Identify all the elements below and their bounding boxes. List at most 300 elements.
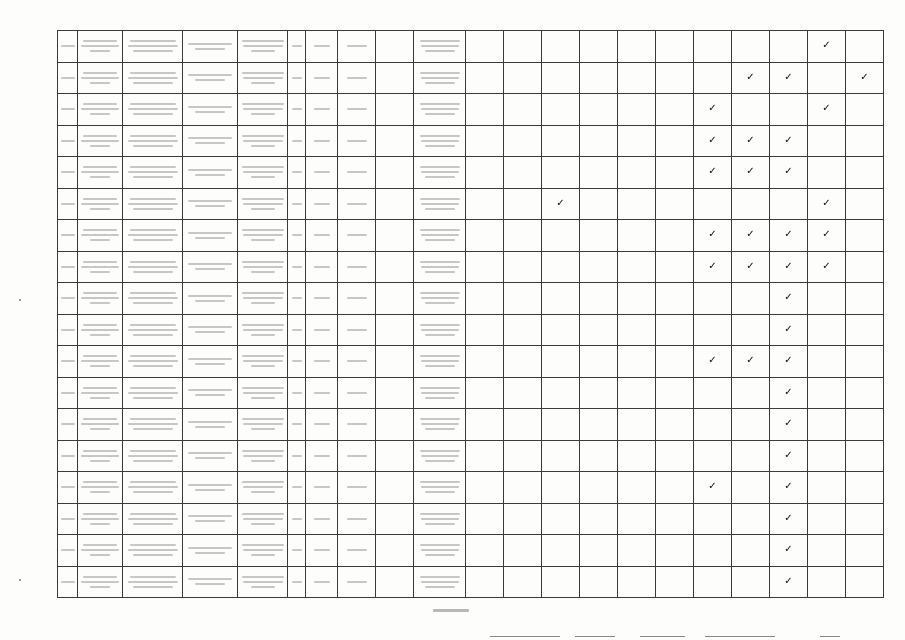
check-cell [618,377,656,409]
table-cell [183,566,238,598]
illegible-text [188,169,232,171]
check-cell [656,409,694,441]
check-cell [618,125,656,157]
table-cell [288,377,306,409]
check-cell [656,31,694,63]
illegible-text [188,358,232,360]
illegible-text [292,108,302,110]
illegible-text [128,77,178,79]
table-cell [238,346,288,378]
check-cell [694,346,732,378]
table-cell [123,283,183,315]
table-cell [183,188,238,220]
bottom-rule [705,636,775,637]
table-cell [288,472,306,504]
illegible-text [242,513,284,515]
check-cell [466,31,504,63]
check-cell [694,94,732,126]
table-cell [183,157,238,189]
illegible-text [421,171,459,173]
check-cell [808,314,846,346]
check-cell [580,62,618,94]
illegible-text [314,423,330,425]
table-cell [238,377,288,409]
check-cell [846,409,884,441]
table-cell [183,220,238,252]
table-cell [376,62,414,94]
illegible-text [90,239,110,241]
illegible-text [314,329,330,331]
illegible-text [133,208,173,210]
illegible-text [83,418,117,420]
illegible-text [81,234,119,236]
check-mark-icon: ✓ [556,197,565,209]
illegible-text [292,486,302,488]
table-cell [338,503,376,535]
table-cell [183,440,238,472]
check-cell [732,314,770,346]
check-cell [656,94,694,126]
register-table [57,30,884,598]
check-cell [808,283,846,315]
illegible-text [195,520,225,522]
illegible-text [81,329,119,331]
check-cell [732,535,770,567]
bottom-rule [640,636,685,637]
illegible-text [242,72,284,74]
illegible-text [188,578,232,580]
check-cell [770,125,808,157]
check-cell [542,377,580,409]
illegible-text [425,428,455,430]
check-cell [466,283,504,315]
table-cell [123,251,183,283]
illegible-text [83,324,117,326]
illegible-text [61,423,75,425]
illegible-text [242,387,284,389]
table-cell [288,314,306,346]
illegible-text [83,481,117,483]
check-mark-icon: ✓ [784,449,793,461]
check-mark-icon: ✓ [822,260,831,272]
table-cell [414,314,466,346]
check-cell [580,125,618,157]
illegible-text [188,200,232,202]
illegible-text [83,166,117,168]
check-mark-icon: ✓ [784,512,793,524]
illegible-text [133,334,173,336]
illegible-text [242,261,284,263]
table-cell [306,157,338,189]
check-cell [580,220,618,252]
table-cell [58,125,78,157]
table-cell [414,409,466,441]
check-cell [618,251,656,283]
illegible-text [195,552,225,554]
check-cell [580,472,618,504]
illegible-text [195,363,225,365]
illegible-text [128,45,178,47]
check-cell [466,535,504,567]
table-cell [288,283,306,315]
check-cell [580,377,618,409]
table-cell [58,251,78,283]
table-cell [58,220,78,252]
illegible-text [130,576,176,578]
illegible-text [195,489,225,491]
check-mark-icon: ✓ [784,323,793,335]
illegible-text [83,40,117,42]
check-cell [846,472,884,504]
check-cell [770,377,808,409]
illegible-text [81,297,119,299]
illegible-text [314,297,330,299]
check-cell [542,472,580,504]
table-cell [338,31,376,63]
table-cell [238,283,288,315]
illegible-text [251,523,275,525]
table-cell [306,251,338,283]
illegible-text [314,360,330,362]
illegible-text [347,77,367,79]
illegible-text [292,423,302,425]
illegible-text [188,263,232,265]
check-cell [770,472,808,504]
check-cell [770,188,808,220]
table-cell [376,125,414,157]
table-cell [238,31,288,63]
illegible-text [90,113,110,115]
check-cell [542,566,580,598]
check-cell [770,62,808,94]
illegible-text [347,108,367,110]
check-cell [846,220,884,252]
illegible-text [133,50,173,52]
check-cell [732,220,770,252]
table-cell [306,220,338,252]
check-cell [618,314,656,346]
illegible-text [128,234,178,236]
check-cell [466,472,504,504]
illegible-text [292,266,302,268]
bottom-rule [820,636,840,637]
check-mark-icon: ✓ [746,355,755,367]
check-cell [580,31,618,63]
table-cell [414,472,466,504]
check-cell [504,157,542,189]
table-cell [78,566,123,598]
illegible-text [420,513,460,515]
illegible-text [130,544,176,546]
check-cell [504,31,542,63]
table-cell [183,62,238,94]
check-cell [694,377,732,409]
check-cell [694,188,732,220]
illegible-text [347,455,367,457]
illegible-text [242,166,284,168]
check-cell [846,62,884,94]
illegible-text [242,292,284,294]
check-cell [466,125,504,157]
illegible-text [242,481,284,483]
table-cell [288,62,306,94]
illegible-text [61,77,75,79]
table-cell [306,440,338,472]
illegible-text [90,208,110,210]
check-cell [846,188,884,220]
illegible-text [81,108,119,110]
illegible-text [425,113,455,115]
illegible-text [61,203,75,205]
illegible-text [251,208,275,210]
illegible-text [425,586,455,588]
illegible-text [292,549,302,551]
check-cell [846,566,884,598]
check-mark-icon: ✓ [708,166,717,178]
check-mark-icon: ✓ [784,355,793,367]
illegible-text [130,135,176,137]
check-cell [466,566,504,598]
check-mark-icon: ✓ [708,355,717,367]
illegible-text [81,392,119,394]
illegible-text [195,205,225,207]
illegible-text [130,292,176,294]
table-cell [123,314,183,346]
illegible-text [130,418,176,420]
table-row [58,188,884,220]
illegible-text [243,45,283,47]
table-cell [58,472,78,504]
check-cell [656,125,694,157]
table-cell [376,346,414,378]
table-cell [338,472,376,504]
illegible-text [243,329,283,331]
illegible-text [242,103,284,105]
check-cell [770,251,808,283]
check-cell [466,157,504,189]
illegible-text [420,292,460,294]
illegible-text [242,418,284,420]
illegible-text [133,491,173,493]
illegible-text [81,45,119,47]
check-cell [580,157,618,189]
table-cell [288,220,306,252]
illegible-text [128,203,178,205]
illegible-text [130,198,176,200]
table-cell [238,409,288,441]
table-cell [183,503,238,535]
check-cell [542,251,580,283]
check-cell [618,346,656,378]
illegible-text [61,360,75,362]
table-cell [338,125,376,157]
table-cell [306,535,338,567]
table-cell [78,188,123,220]
table-row [58,94,884,126]
table-row [58,251,884,283]
check-cell [732,440,770,472]
illegible-text [133,239,173,241]
illegible-text [347,360,367,362]
illegible-text [421,45,459,47]
illegible-text [347,581,367,583]
check-cell [580,409,618,441]
check-cell [504,62,542,94]
illegible-text [188,484,232,486]
table-cell [376,157,414,189]
illegible-text [251,82,275,84]
check-cell [618,31,656,63]
check-cell [732,94,770,126]
illegible-text [425,208,455,210]
check-cell [504,94,542,126]
check-cell [504,188,542,220]
check-cell [466,251,504,283]
illegible-text [314,234,330,236]
table-cell [414,157,466,189]
check-mark-icon: ✓ [784,71,793,83]
illegible-text [128,108,178,110]
illegible-text [133,523,173,525]
illegible-text [243,234,283,236]
illegible-text [251,271,275,273]
illegible-text [61,45,75,47]
illegible-text [90,428,110,430]
table-row [58,377,884,409]
table-cell [78,535,123,567]
table-cell [58,62,78,94]
illegible-text [420,72,460,74]
illegible-text [188,515,232,517]
illegible-text [90,334,110,336]
illegible-text [90,82,110,84]
illegible-text [251,334,275,336]
table-cell [376,251,414,283]
illegible-text [421,486,459,488]
check-mark-icon: ✓ [708,260,717,272]
check-cell [466,377,504,409]
check-cell [732,472,770,504]
check-cell [656,251,694,283]
illegible-text [421,392,459,394]
table-cell [306,377,338,409]
check-cell [656,503,694,535]
illegible-text [130,513,176,515]
illegible-text [195,426,225,428]
check-cell [580,314,618,346]
illegible-text [314,486,330,488]
check-cell [808,377,846,409]
illegible-text [81,549,119,551]
table-cell [183,283,238,315]
illegible-text [420,166,460,168]
illegible-text [242,544,284,546]
table-cell [376,472,414,504]
table-cell [238,94,288,126]
check-cell [580,346,618,378]
illegible-text [425,334,455,336]
table-cell [288,251,306,283]
illegible-text [188,43,232,45]
illegible-text [421,360,459,362]
check-cell [694,251,732,283]
table-cell [238,440,288,472]
table-cell [123,409,183,441]
check-cell [770,440,808,472]
illegible-text [128,423,178,425]
illegible-text [130,387,176,389]
check-cell [580,94,618,126]
illegible-text [83,229,117,231]
illegible-text [292,581,302,583]
illegible-text [243,360,283,362]
check-cell [580,251,618,283]
table-cell [338,251,376,283]
illegible-text [251,460,275,462]
illegible-text [425,82,455,84]
table-cell [306,314,338,346]
check-cell [732,346,770,378]
illegible-text [314,108,330,110]
table-cell [183,535,238,567]
check-cell [504,472,542,504]
table-cell [78,62,123,94]
check-cell [808,157,846,189]
table-cell [338,283,376,315]
illegible-text [292,234,302,236]
table-cell [414,440,466,472]
illegible-text [251,302,275,304]
check-mark-icon: ✓ [784,166,793,178]
table-cell [238,220,288,252]
check-cell [580,188,618,220]
check-cell [580,440,618,472]
table-cell [123,125,183,157]
illegible-text [251,428,275,430]
table-cell [338,314,376,346]
table-cell [306,472,338,504]
illegible-text [188,389,232,391]
check-cell [808,125,846,157]
illegible-text [347,423,367,425]
table-cell [238,472,288,504]
illegible-text [420,418,460,420]
illegible-text [420,229,460,231]
illegible-text [90,586,110,588]
illegible-text [242,135,284,137]
illegible-text [420,261,460,263]
illegible-text [243,108,283,110]
table-row [58,346,884,378]
table-row [58,220,884,252]
illegible-text [314,392,330,394]
table-cell [123,440,183,472]
illegible-text [292,171,302,173]
check-cell [656,535,694,567]
illegible-text [133,586,173,588]
illegible-text [90,50,110,52]
check-cell [808,503,846,535]
illegible-text [251,50,275,52]
check-cell [580,503,618,535]
table-cell [123,377,183,409]
table-cell [376,314,414,346]
illegible-text [83,292,117,294]
table-cell [338,566,376,598]
illegible-text [421,266,459,268]
check-cell [542,31,580,63]
illegible-text [90,397,110,399]
